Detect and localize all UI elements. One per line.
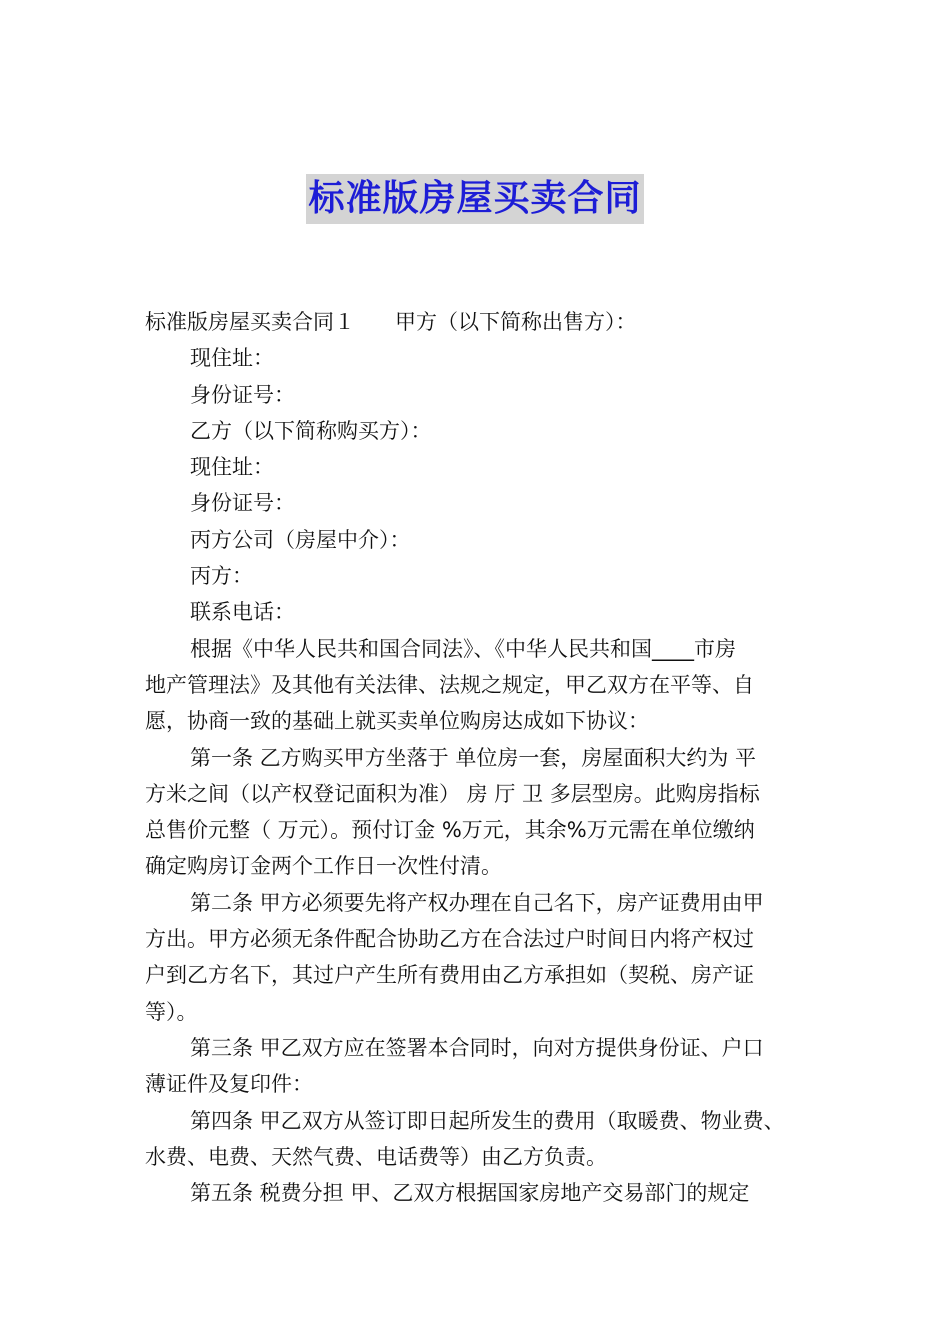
body-line-8: 联系电话：: [190, 600, 295, 625]
body-line-5: 身份证号：: [190, 491, 295, 516]
contract-heading-label: 标准版房屋买卖合同１: [145, 310, 355, 334]
body-line-19: 等）。: [145, 999, 198, 1024]
title-block: [0, 174, 950, 224]
body-line-11: 愿，协商一致的基础上就买卖单位购房达成如下协议：: [145, 709, 649, 734]
body-line-1: 现住址：: [190, 346, 274, 371]
body-line-10: 地产管理法》及其他有关法律、法规之规定，甲乙双方在平等、自: [145, 672, 754, 697]
body-line-2: 身份证号：: [190, 382, 295, 407]
body-line-15: 确定购房订金两个工作日一次性付清。: [145, 854, 502, 879]
body-line-0: [145, 304, 810, 340]
body-line-22: 第四条 甲乙双方从签订即日起所发生的费用（取暖费、物业费、: [190, 1108, 785, 1133]
body-line-18: 户到乙方名下，其过户产生所有费用由乙方承担如（契税、房产证: [145, 963, 754, 988]
body-line-20: 第三条 甲乙双方应在签署本合同时，向对方提供身份证、户口: [190, 1035, 764, 1060]
body-line-14: 总售价元整（ 万元）。预付订金 %万元，其余%万元需在单位缴纳: [145, 818, 755, 843]
body-line-6: 丙方公司（房屋中介）：: [190, 527, 411, 552]
body-line-16: 第二条 甲方必须要先将产权办理在自己名下，房产证费用由甲: [190, 890, 764, 915]
body-line-13: 方米之间（以产权登记面积为准） 房 厅 卫 多层型房。此购房指标: [145, 781, 760, 806]
body-line-12: 第一条 乙方购买甲方坐落于 单位房一套，房屋面积大约为 平: [190, 745, 757, 770]
document-body: [145, 304, 810, 1211]
body-line-24: 第五条 税费分担 甲、乙双方根据国家房地产交易部门的规定: [190, 1181, 750, 1206]
body-line-4: 现住址：: [190, 455, 274, 480]
body-line-7: 丙方：: [190, 564, 253, 589]
body-line-9: 根据《中华人民共和国合同法》、《中华人民共和国____市房: [190, 636, 736, 661]
party-a-label: 甲方（以下简称出售方）：: [395, 310, 637, 334]
body-line-3: 乙方（以下简称购买方）：: [190, 418, 432, 443]
body-line-21: 薄证件及复印件：: [145, 1072, 313, 1097]
body-line-17: 方出。甲方必须无条件配合协助乙方在合法过户时间日内将产权过: [145, 927, 754, 952]
document-title: 标准版房屋买卖合同: [306, 174, 643, 224]
body-line-23: 水费、电费、天然气费、电话费等）由乙方负责。: [145, 1144, 607, 1169]
